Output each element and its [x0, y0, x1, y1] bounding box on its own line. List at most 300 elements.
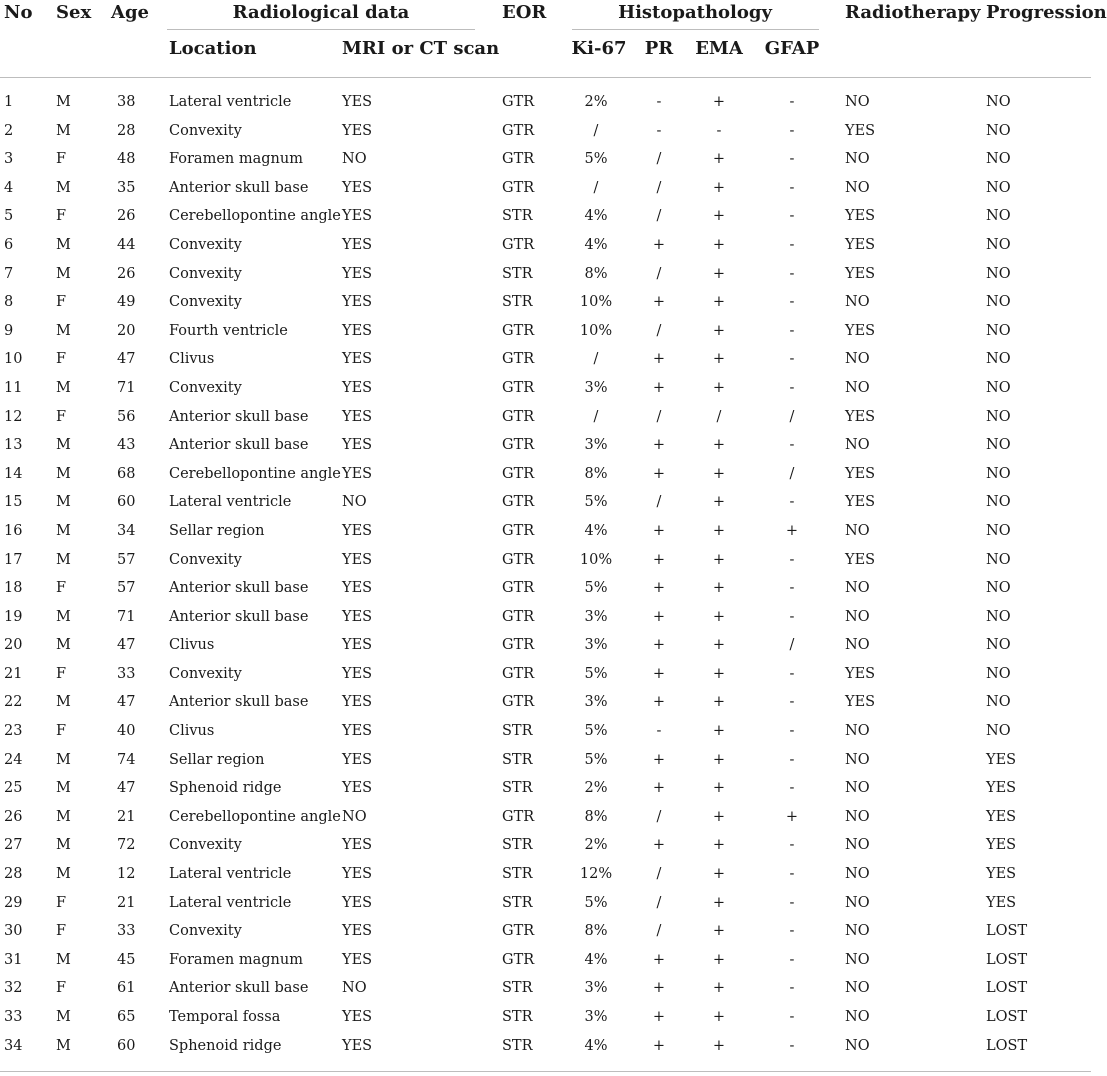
cell-radiotherapy: NO — [845, 437, 870, 454]
table-row — [0, 1003, 1091, 1032]
cell-progression: NO — [986, 236, 1011, 253]
cell-radiotherapy: NO — [845, 837, 870, 854]
cell-ki67: 5% — [584, 751, 608, 768]
cell-age: 47 — [117, 694, 136, 711]
cell-location: Convexity — [169, 236, 242, 253]
header-location: Location — [169, 38, 257, 59]
cell-location: Clivus — [169, 351, 215, 368]
cell-pr: + — [652, 751, 666, 768]
cell-eor: STR — [502, 265, 533, 282]
cell-sex: M — [56, 608, 71, 625]
cell-age: 47 — [117, 780, 136, 797]
table-row — [0, 803, 1091, 832]
cell-ema: + — [712, 494, 726, 511]
cell-mri-ct: YES — [342, 294, 373, 311]
cell-no: 30 — [4, 923, 23, 940]
cell-age: 43 — [117, 437, 136, 454]
cell-radiotherapy: NO — [845, 580, 870, 597]
cell-age: 57 — [117, 580, 136, 597]
cell-sex: F — [56, 294, 67, 311]
cell-sex: M — [56, 122, 71, 139]
cell-eor: GTR — [502, 923, 535, 940]
cell-progression: NO — [986, 94, 1011, 110]
cell-pr: + — [652, 637, 666, 654]
cell-mri-ct: YES — [342, 751, 373, 768]
table-row — [0, 202, 1091, 231]
cell-sex: M — [56, 808, 71, 825]
cell-gfap: - — [789, 1037, 795, 1054]
cell-gfap: + — [785, 522, 799, 539]
cell-progression: LOST — [986, 1037, 1028, 1054]
cell-location: Fourth ventricle — [169, 322, 288, 339]
cell-gfap: - — [789, 665, 795, 682]
cell-sex: M — [56, 179, 71, 196]
cell-radiotherapy: NO — [845, 866, 870, 883]
cell-ema: - — [716, 122, 722, 139]
cell-no: 8 — [4, 294, 14, 311]
table-row — [0, 974, 1091, 1003]
cell-ema: / — [716, 408, 722, 425]
cell-sex: M — [56, 322, 71, 339]
cell-radiotherapy: YES — [845, 551, 876, 568]
cell-ki67: / — [593, 351, 599, 368]
cell-location: Anterior skull base — [169, 437, 309, 454]
cell-ki67: 5% — [584, 665, 608, 682]
cell-sex: F — [56, 723, 67, 740]
cell-ema: + — [712, 951, 726, 968]
cell-age: 49 — [117, 294, 136, 311]
cell-eor: STR — [502, 751, 533, 768]
header-ema: EMA — [695, 38, 743, 59]
cell-ki67: 3% — [584, 980, 608, 997]
cell-radiotherapy: YES — [845, 408, 876, 425]
cell-pr: + — [652, 837, 666, 854]
cell-gfap: - — [789, 751, 795, 768]
table-row — [0, 717, 1091, 746]
cell-ema: + — [712, 1009, 726, 1025]
cell-gfap: - — [789, 122, 795, 139]
cell-radiotherapy: NO — [845, 894, 870, 911]
cell-radiotherapy: NO — [845, 1009, 870, 1025]
cell-sex: M — [56, 94, 71, 110]
cell-no: 16 — [4, 522, 23, 539]
radiological-underline — [167, 29, 475, 30]
cell-location: Convexity — [169, 294, 242, 311]
cell-ki67: 8% — [584, 808, 608, 825]
cell-ema: + — [712, 923, 726, 940]
cell-sex: F — [56, 151, 67, 168]
cell-ki67: 8% — [584, 265, 608, 282]
cell-gfap: - — [789, 951, 795, 968]
cell-ema: + — [712, 208, 726, 225]
cell-gfap: - — [789, 980, 795, 997]
cell-ki67: 3% — [584, 694, 608, 711]
cell-gfap: / — [789, 408, 795, 425]
cell-progression: NO — [986, 151, 1011, 168]
cell-ema: + — [712, 465, 726, 482]
cell-no: 22 — [4, 694, 23, 711]
cell-eor: GTR — [502, 694, 535, 711]
cell-radiotherapy: NO — [845, 351, 870, 368]
cell-ema: + — [712, 179, 726, 196]
cell-ema: + — [712, 522, 726, 539]
cell-pr: + — [652, 608, 666, 625]
cell-ki67: 8% — [584, 923, 608, 940]
cell-progression: NO — [986, 265, 1011, 282]
table-row — [0, 260, 1091, 289]
cell-location: Sellar region — [169, 751, 265, 768]
table-row — [0, 431, 1091, 460]
cell-pr: + — [652, 551, 666, 568]
cell-ki67: 5% — [584, 894, 608, 911]
table-row — [0, 1032, 1091, 1061]
cell-location: Lateral ventricle — [169, 866, 292, 883]
cell-pr: / — [656, 322, 662, 339]
cell-location: Lateral ventricle — [169, 894, 292, 911]
cell-eor: STR — [502, 1009, 533, 1025]
cell-progression: NO — [986, 665, 1011, 682]
cell-eor: GTR — [502, 522, 535, 539]
cell-eor: STR — [502, 780, 533, 797]
cell-age: 47 — [117, 351, 136, 368]
cell-sex: M — [56, 379, 71, 396]
cell-radiotherapy: NO — [845, 151, 870, 168]
cell-pr: - — [656, 94, 662, 110]
cell-age: 45 — [117, 951, 136, 968]
cell-location: Lateral ventricle — [169, 494, 292, 511]
cell-radiotherapy: YES — [845, 494, 876, 511]
cell-ema: + — [712, 751, 726, 768]
header-no: No — [4, 2, 33, 23]
cell-ki67: 4% — [584, 208, 608, 225]
cell-sex: M — [56, 494, 71, 511]
cell-age: 60 — [117, 1037, 136, 1054]
cell-pr: + — [652, 379, 666, 396]
cell-mri-ct: YES — [342, 551, 373, 568]
cell-location: Cerebellopontine angle — [169, 208, 341, 225]
cell-eor: GTR — [502, 351, 535, 368]
cell-eor: GTR — [502, 580, 535, 597]
cell-no: 6 — [4, 236, 14, 253]
cell-mri-ct: YES — [342, 236, 373, 253]
cell-progression: YES — [986, 780, 1017, 797]
cell-gfap: - — [789, 265, 795, 282]
cell-no: 25 — [4, 780, 23, 797]
cell-eor: GTR — [502, 379, 535, 396]
cell-pr: + — [652, 780, 666, 797]
cell-no: 12 — [4, 408, 23, 425]
cell-eor: GTR — [502, 236, 535, 253]
cell-no: 3 — [4, 151, 14, 168]
cell-ki67: 5% — [584, 151, 608, 168]
cell-radiotherapy: YES — [845, 465, 876, 482]
table-row — [0, 460, 1091, 489]
cell-progression: NO — [986, 437, 1011, 454]
header-radiotherapy: Radiotherapy — [845, 2, 981, 23]
cell-mri-ct: YES — [342, 923, 373, 940]
cell-mri-ct: YES — [342, 580, 373, 597]
cell-eor: GTR — [502, 608, 535, 625]
cell-age: 60 — [117, 494, 136, 511]
cell-eor: GTR — [502, 465, 535, 482]
cell-ema: + — [712, 866, 726, 883]
cell-pr: + — [652, 294, 666, 311]
cell-sex: M — [56, 951, 71, 968]
cell-ema: + — [712, 322, 726, 339]
cell-sex: F — [56, 980, 67, 997]
cell-age: 47 — [117, 637, 136, 654]
cell-gfap: - — [789, 379, 795, 396]
cell-mri-ct: YES — [342, 408, 373, 425]
cell-sex: F — [56, 408, 67, 425]
cell-progression: NO — [986, 608, 1011, 625]
cell-gfap: - — [789, 837, 795, 854]
cell-pr: + — [652, 1037, 666, 1054]
cell-progression: NO — [986, 723, 1011, 740]
cell-age: 56 — [117, 408, 136, 425]
table-row — [0, 374, 1091, 403]
cell-gfap: - — [789, 723, 795, 740]
cell-ema: + — [712, 351, 726, 368]
cell-no: 34 — [4, 1037, 23, 1054]
cell-age: 72 — [117, 837, 136, 854]
cell-eor: GTR — [502, 665, 535, 682]
cell-gfap: - — [789, 208, 795, 225]
cell-sex: M — [56, 694, 71, 711]
cell-sex: M — [56, 465, 71, 482]
cell-gfap: - — [789, 151, 795, 168]
cell-eor: GTR — [502, 408, 535, 425]
cell-mri-ct: YES — [342, 894, 373, 911]
cell-age: 33 — [117, 665, 136, 682]
cell-location: Cerebellopontine angle — [169, 465, 341, 482]
cell-progression: NO — [986, 580, 1011, 597]
cell-no: 24 — [4, 751, 23, 768]
cell-pr: / — [656, 808, 662, 825]
table-row — [0, 660, 1091, 689]
cell-progression: NO — [986, 379, 1011, 396]
table-row — [0, 231, 1091, 260]
cell-mri-ct: YES — [342, 1037, 373, 1054]
cell-pr: + — [652, 351, 666, 368]
cell-location: Sellar region — [169, 522, 265, 539]
cell-ki67: / — [593, 179, 599, 196]
cell-ema: + — [712, 694, 726, 711]
cell-ema: + — [712, 808, 726, 825]
cell-progression: NO — [986, 208, 1011, 225]
cell-mri-ct: YES — [342, 665, 373, 682]
cell-mri-ct: YES — [342, 694, 373, 711]
cell-gfap: - — [789, 179, 795, 196]
cell-eor: GTR — [502, 322, 535, 339]
table-row — [0, 345, 1091, 374]
cell-age: 34 — [117, 522, 136, 539]
cell-sex: M — [56, 265, 71, 282]
cell-location: Convexity — [169, 837, 242, 854]
cell-radiotherapy: YES — [845, 208, 876, 225]
cell-mri-ct: NO — [342, 808, 367, 825]
table-row — [0, 517, 1091, 546]
cell-progression: NO — [986, 551, 1011, 568]
cell-pr: + — [652, 980, 666, 997]
cell-ki67: 3% — [584, 379, 608, 396]
cell-age: 20 — [117, 322, 136, 339]
cell-gfap: - — [789, 294, 795, 311]
cell-no: 32 — [4, 980, 23, 997]
cell-age: 68 — [117, 465, 136, 482]
cell-radiotherapy: NO — [845, 637, 870, 654]
cell-progression: NO — [986, 522, 1011, 539]
header-eor: EOR — [502, 2, 547, 23]
cell-no: 18 — [4, 580, 23, 597]
cell-gfap: / — [789, 637, 795, 654]
cell-age: 26 — [117, 265, 136, 282]
cell-mri-ct: YES — [342, 723, 373, 740]
cell-pr: + — [652, 465, 666, 482]
cell-no: 29 — [4, 894, 23, 911]
cell-no: 5 — [4, 208, 14, 225]
cell-mri-ct: YES — [342, 522, 373, 539]
cell-sex: F — [56, 923, 67, 940]
cell-gfap: / — [789, 465, 795, 482]
cell-mri-ct: YES — [342, 122, 373, 139]
cell-ema: + — [712, 837, 726, 854]
cell-pr: + — [652, 951, 666, 968]
cell-location: Convexity — [169, 122, 242, 139]
cell-location: Cerebellopontine angle — [169, 808, 341, 825]
cell-radiotherapy: NO — [845, 608, 870, 625]
table-row — [0, 403, 1091, 432]
cell-sex: M — [56, 437, 71, 454]
cell-pr: + — [652, 522, 666, 539]
cell-pr: / — [656, 151, 662, 168]
cell-ki67: 10% — [579, 322, 613, 339]
cell-no: 23 — [4, 723, 23, 740]
header-histopathology: Histopathology — [618, 2, 772, 23]
cell-age: 57 — [117, 551, 136, 568]
cell-no: 10 — [4, 351, 23, 368]
table-row — [0, 88, 1091, 117]
cell-progression: NO — [986, 494, 1011, 511]
cell-location: Lateral ventricle — [169, 94, 292, 110]
cell-age: 71 — [117, 379, 136, 396]
cell-progression: NO — [986, 694, 1011, 711]
cell-ki67: 3% — [584, 1009, 608, 1025]
cell-ki67: 3% — [584, 437, 608, 454]
cell-age: 35 — [117, 179, 136, 196]
cell-ki67: 12% — [579, 866, 613, 883]
table-row — [0, 774, 1091, 803]
cell-progression: NO — [986, 408, 1011, 425]
cell-progression: NO — [986, 294, 1011, 311]
cell-mri-ct: YES — [342, 94, 373, 110]
cell-sex: F — [56, 351, 67, 368]
cell-mri-ct: YES — [342, 866, 373, 883]
cell-sex: M — [56, 236, 71, 253]
cell-radiotherapy: NO — [845, 923, 870, 940]
cell-ema: + — [712, 1037, 726, 1054]
cell-eor: STR — [502, 980, 533, 997]
cell-no: 14 — [4, 465, 23, 482]
cell-ki67: 4% — [584, 1037, 608, 1054]
cell-location: Anterior skull base — [169, 408, 309, 425]
table-row — [0, 145, 1091, 174]
cell-radiotherapy: NO — [845, 522, 870, 539]
cell-gfap: - — [789, 1009, 795, 1025]
cell-gfap: - — [789, 437, 795, 454]
cell-no: 11 — [4, 379, 23, 396]
cell-mri-ct: YES — [342, 780, 373, 797]
cell-pr: / — [656, 408, 662, 425]
cell-location: Anterior skull base — [169, 580, 309, 597]
cell-progression: YES — [986, 837, 1017, 854]
cell-eor: GTR — [502, 94, 535, 110]
header-progression: Progression — [986, 2, 1107, 23]
table-row — [0, 117, 1091, 146]
cell-no: 13 — [4, 437, 23, 454]
header-age: Age — [111, 2, 150, 23]
cell-location: Anterior skull base — [169, 694, 309, 711]
cell-location: Sphenoid ridge — [169, 780, 282, 797]
cell-age: 71 — [117, 608, 136, 625]
cell-ema: + — [712, 551, 726, 568]
table-row — [0, 946, 1091, 975]
cell-pr: + — [652, 580, 666, 597]
bottom-rule — [0, 1071, 1091, 1072]
cell-sex: F — [56, 894, 67, 911]
table-row — [0, 917, 1091, 946]
cell-location: Anterior skull base — [169, 179, 309, 196]
cell-ki67: 4% — [584, 951, 608, 968]
table-body — [0, 88, 1091, 1060]
cell-progression: LOST — [986, 1009, 1028, 1025]
cell-progression: LOST — [986, 923, 1028, 940]
header-radiological-data: Radiological data — [232, 2, 410, 23]
cell-sex: M — [56, 866, 71, 883]
cell-mri-ct: YES — [342, 637, 373, 654]
cell-eor: GTR — [502, 637, 535, 654]
cell-age: 44 — [117, 236, 136, 253]
cell-pr: + — [652, 1009, 666, 1025]
cell-gfap: - — [789, 608, 795, 625]
cell-ki67: 10% — [579, 294, 613, 311]
cell-progression: YES — [986, 866, 1017, 883]
cell-eor: GTR — [502, 551, 535, 568]
cell-ki67: / — [593, 122, 599, 139]
cell-pr: / — [656, 265, 662, 282]
cell-ema: + — [712, 665, 726, 682]
cell-radiotherapy: NO — [845, 1037, 870, 1054]
cell-location: Convexity — [169, 551, 242, 568]
cell-mri-ct: YES — [342, 1009, 373, 1025]
cell-radiotherapy: NO — [845, 980, 870, 997]
cell-age: 48 — [117, 151, 136, 168]
cell-no: 27 — [4, 837, 23, 854]
histopathology-underline — [572, 29, 819, 30]
cell-radiotherapy: NO — [845, 780, 870, 797]
cell-ki67: 3% — [584, 608, 608, 625]
cell-age: 74 — [117, 751, 136, 768]
cell-gfap: - — [789, 866, 795, 883]
table-row — [0, 631, 1091, 660]
cell-location: Convexity — [169, 265, 242, 282]
cell-ki67: 5% — [584, 494, 608, 511]
cell-no: 4 — [4, 179, 14, 196]
cell-pr: + — [652, 665, 666, 682]
cell-progression: YES — [986, 808, 1017, 825]
cell-ema: + — [712, 608, 726, 625]
cell-radiotherapy: NO — [845, 94, 870, 110]
